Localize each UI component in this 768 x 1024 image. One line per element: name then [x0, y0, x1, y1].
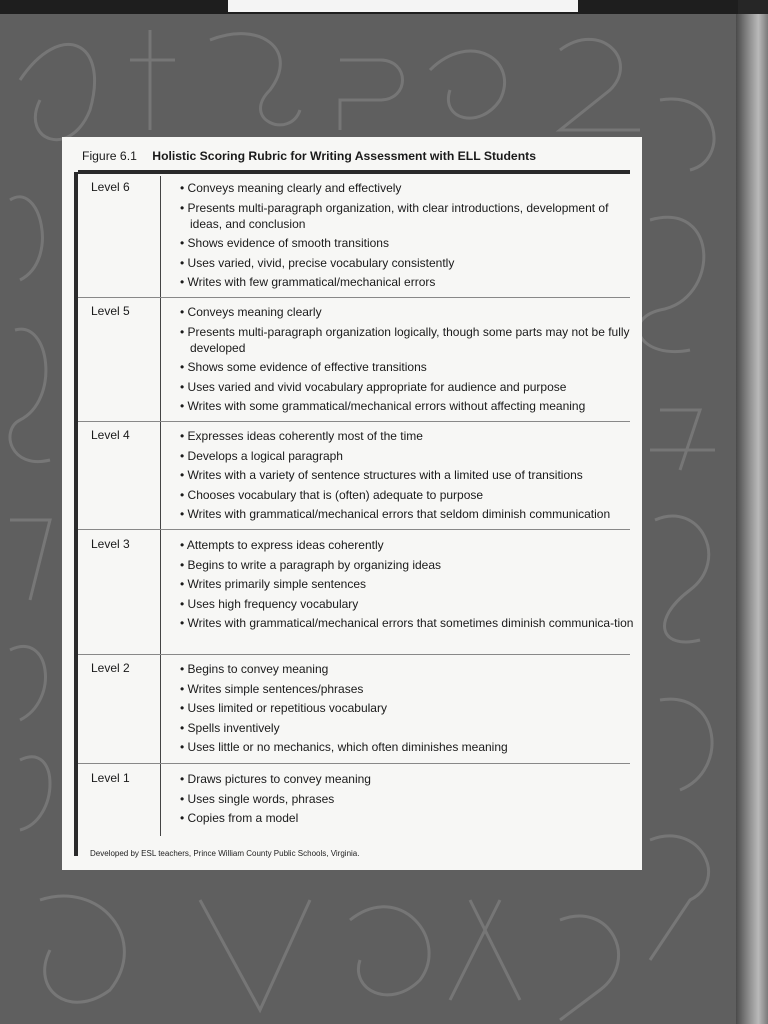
criterion: • Writes simple sentences/phrases	[180, 681, 364, 696]
criterion: • Uses little or no mechanics, which often diminishes meaning	[180, 740, 508, 754]
criterion: • Shows some evidence of effective transitions	[180, 360, 427, 374]
level-label: Level 6	[91, 180, 130, 194]
criterion: • Uses varied, vivid, precise vocabulary consistently	[180, 255, 455, 270]
criterion: • Uses limited or repetitious vocabulary	[180, 701, 387, 715]
table-left-bar	[74, 172, 78, 856]
criterion: • Uses varied and vivid vocabulary appropriate for audience and purpose	[180, 379, 567, 394]
criterion: • Spells inventively	[180, 720, 280, 735]
row-divider	[78, 421, 630, 422]
level-label: Level 4	[91, 428, 130, 442]
criteria-list	[176, 537, 636, 635]
criterion: • Shows evidence of smooth transitions	[180, 236, 389, 250]
criterion: • Writes primarily simple sentences	[180, 577, 367, 591]
criterion: • Writes with few grammatical/mechanical errors	[180, 275, 436, 289]
criterion: • Begins to write a paragraph by organizing ideas	[180, 557, 442, 572]
row-divider	[78, 529, 630, 530]
criteria-list	[176, 661, 636, 759]
row-divider	[78, 763, 630, 764]
criterion: • Draws pictures to convey meaning	[180, 772, 371, 786]
criterion: • Presents multi-paragraph organization, with clear introductions, development of ideas, and conclusion	[180, 200, 609, 231]
table-top-rule	[78, 170, 630, 174]
criterion: • Writes with some grammatical/mechanical errors without affecting meaning	[180, 399, 586, 413]
criterion: • Begins to convey meaning	[180, 662, 329, 676]
criteria-list	[176, 180, 636, 294]
criterion: • Develops a logical paragraph	[180, 448, 343, 463]
criterion: • Expresses ideas coherently most of the time	[180, 429, 423, 443]
criterion: • Writes with a variety of sentence structures with a limited use of transitions	[180, 468, 583, 482]
figure-heading: Holistic Scoring Rubric for Writing Assessment with ELL Students	[152, 149, 536, 163]
criterion: • Presents multi-paragraph organization logically, though some parts may not be fully developed	[180, 324, 630, 355]
figure-number: Figure 6.1	[82, 149, 137, 163]
criterion: • Chooses vocabulary that is (often) adequate to purpose	[180, 487, 484, 502]
source-footnote: Developed by ESL teachers, Prince William County Public Schools, Virginia.	[90, 849, 360, 858]
criteria-list	[176, 428, 636, 526]
criterion: • Uses high frequency vocabulary	[180, 596, 359, 611]
criterion: • Uses single words, phrases	[180, 791, 335, 806]
criterion: • Copies from a model	[180, 811, 299, 825]
criterion: • Writes with grammatical/mechanical errors that seldom diminish communication	[180, 507, 611, 521]
criterion: • Conveys meaning clearly and effectively	[180, 181, 402, 195]
criterion: • Attempts to express ideas coherently	[180, 538, 384, 552]
criterion: • Conveys meaning clearly	[180, 305, 322, 319]
level-label: Level 2	[91, 661, 130, 675]
level-label: Level 3	[91, 537, 130, 551]
level-label: Level 5	[91, 304, 130, 318]
rubric-figure	[62, 137, 642, 870]
page-edge	[736, 14, 768, 1024]
criterion: • Writes with grammatical/mechanical errors that sometimes diminish communica-tion	[180, 616, 634, 630]
level-label: Level 1	[91, 771, 130, 785]
column-divider	[160, 176, 161, 836]
criteria-list	[176, 304, 636, 418]
figure-title	[82, 149, 536, 163]
row-divider	[78, 654, 630, 655]
row-divider	[78, 297, 630, 298]
criteria-list	[176, 771, 636, 830]
